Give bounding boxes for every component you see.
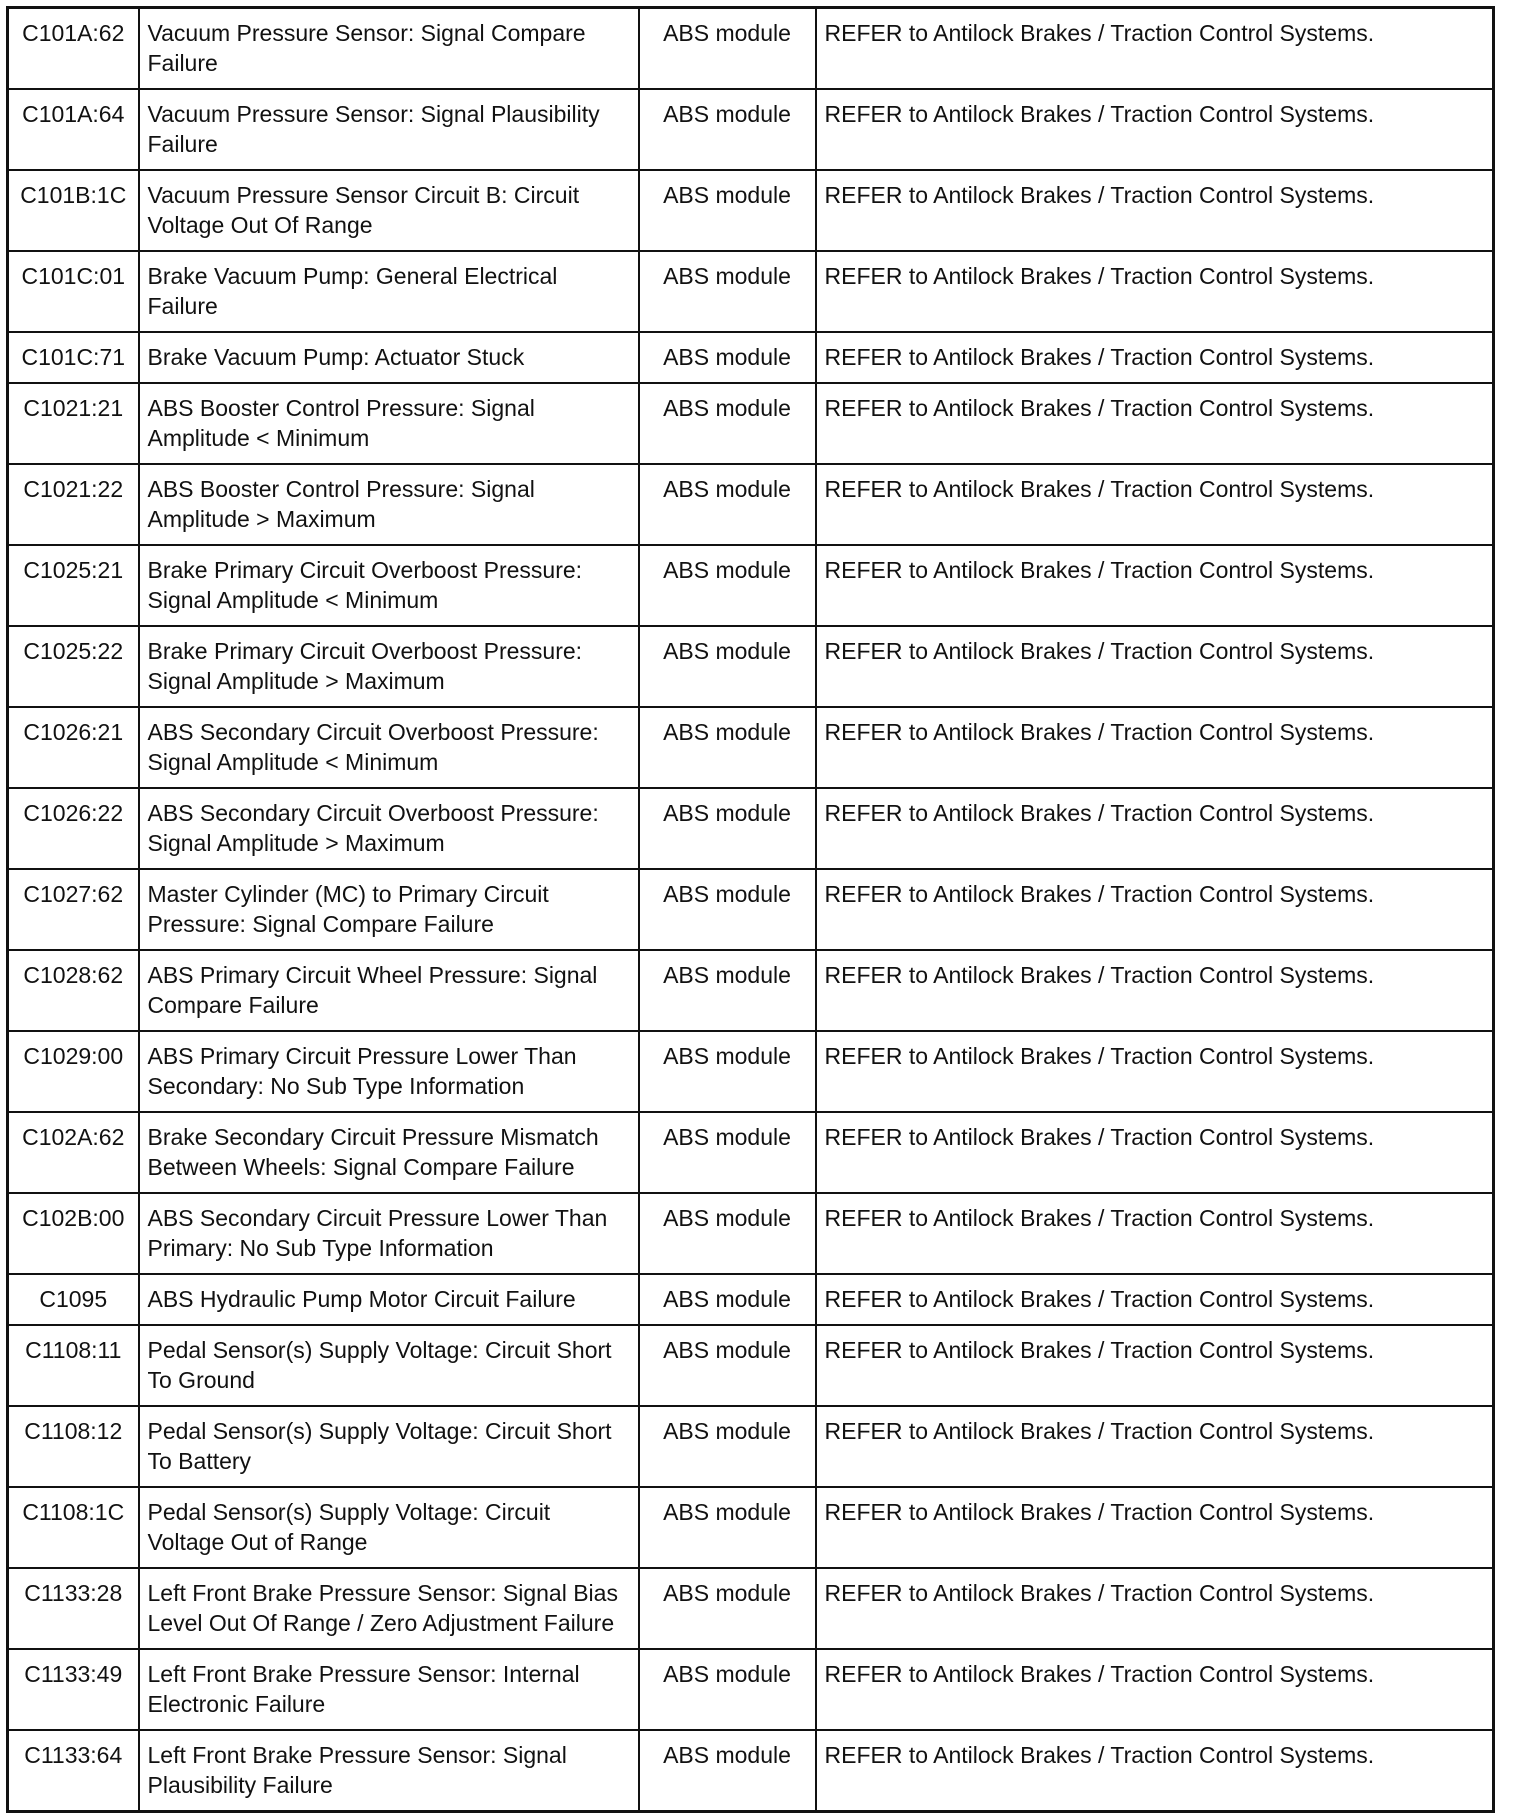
module-cell: ABS module xyxy=(639,1487,816,1568)
table-row xyxy=(8,788,1494,869)
action-cell: REFER to Antilock Brakes / Traction Control Systems. xyxy=(816,707,1494,788)
module-cell: ABS module xyxy=(639,707,816,788)
table-row xyxy=(8,170,1494,251)
module-cell: ABS module xyxy=(639,545,816,626)
table-row xyxy=(8,251,1494,332)
dtc-description-cell: Brake Vacuum Pump: Actuator Stuck xyxy=(139,332,639,383)
action-cell: REFER to Antilock Brakes / Traction Control Systems. xyxy=(816,251,1494,332)
dtc-description-cell: ABS Secondary Circuit Overboost Pressure: Signal Amplitude < Minimum xyxy=(139,707,639,788)
action-cell: REFER to Antilock Brakes / Traction Control Systems. xyxy=(816,1568,1494,1649)
table-row xyxy=(8,1112,1494,1193)
table-row xyxy=(8,1193,1494,1274)
module-cell: ABS module xyxy=(639,950,816,1031)
module-cell: ABS module xyxy=(639,1649,816,1730)
dtc-code-cell: C1133:64 xyxy=(8,1730,139,1812)
table-row xyxy=(8,545,1494,626)
dtc-table-page xyxy=(6,6,1492,1813)
dtc-code-cell: C1108:12 xyxy=(8,1406,139,1487)
table-row xyxy=(8,1325,1494,1406)
table-row xyxy=(8,332,1494,383)
dtc-code-cell: C101A:62 xyxy=(8,8,139,90)
dtc-code-cell: C102B:00 xyxy=(8,1193,139,1274)
module-cell: ABS module xyxy=(639,332,816,383)
table-row xyxy=(8,1568,1494,1649)
table-row xyxy=(8,1031,1494,1112)
module-cell: ABS module xyxy=(639,1274,816,1325)
dtc-code-cell: C1021:22 xyxy=(8,464,139,545)
action-cell: REFER to Antilock Brakes / Traction Control Systems. xyxy=(816,1730,1494,1812)
dtc-description-cell: Vacuum Pressure Sensor: Signal Plausibility Failure xyxy=(139,89,639,170)
module-cell: ABS module xyxy=(639,170,816,251)
module-cell: ABS module xyxy=(639,1325,816,1406)
dtc-code-cell: C101A:64 xyxy=(8,89,139,170)
action-cell: REFER to Antilock Brakes / Traction Control Systems. xyxy=(816,950,1494,1031)
table-row xyxy=(8,89,1494,170)
action-cell: REFER to Antilock Brakes / Traction Control Systems. xyxy=(816,1649,1494,1730)
dtc-code-cell: C1027:62 xyxy=(8,869,139,950)
action-cell: REFER to Antilock Brakes / Traction Control Systems. xyxy=(816,545,1494,626)
dtc-description-cell: Pedal Sensor(s) Supply Voltage: Circuit Voltage Out of Range xyxy=(139,1487,639,1568)
dtc-description-cell: ABS Primary Circuit Wheel Pressure: Signal Compare Failure xyxy=(139,950,639,1031)
dtc-code-cell: C101B:1C xyxy=(8,170,139,251)
dtc-description-cell: Vacuum Pressure Sensor: Signal Compare Failure xyxy=(139,8,639,90)
table-row xyxy=(8,8,1494,90)
dtc-code-cell: C101C:71 xyxy=(8,332,139,383)
table-row xyxy=(8,1649,1494,1730)
module-cell: ABS module xyxy=(639,1193,816,1274)
module-cell: ABS module xyxy=(639,869,816,950)
action-cell: REFER to Antilock Brakes / Traction Control Systems. xyxy=(816,869,1494,950)
action-cell: REFER to Antilock Brakes / Traction Control Systems. xyxy=(816,8,1494,90)
module-cell: ABS module xyxy=(639,1031,816,1112)
action-cell: REFER to Antilock Brakes / Traction Control Systems. xyxy=(816,1487,1494,1568)
action-cell: REFER to Antilock Brakes / Traction Control Systems. xyxy=(816,788,1494,869)
dtc-description-cell: Vacuum Pressure Sensor Circuit B: Circuit Voltage Out Of Range xyxy=(139,170,639,251)
action-cell: REFER to Antilock Brakes / Traction Control Systems. xyxy=(816,1274,1494,1325)
dtc-description-cell: Brake Primary Circuit Overboost Pressure: Signal Amplitude > Maximum xyxy=(139,626,639,707)
table-row xyxy=(8,1487,1494,1568)
module-cell: ABS module xyxy=(639,1568,816,1649)
dtc-description-cell: ABS Hydraulic Pump Motor Circuit Failure xyxy=(139,1274,639,1325)
dtc-description-cell: Brake Primary Circuit Overboost Pressure: Signal Amplitude < Minimum xyxy=(139,545,639,626)
module-cell: ABS module xyxy=(639,1406,816,1487)
dtc-code-cell: C1021:21 xyxy=(8,383,139,464)
dtc-code-cell: C102A:62 xyxy=(8,1112,139,1193)
table-row xyxy=(8,707,1494,788)
dtc-table-body xyxy=(8,8,1494,1812)
module-cell: ABS module xyxy=(639,251,816,332)
dtc-description-cell: ABS Booster Control Pressure: Signal Amplitude > Maximum xyxy=(139,464,639,545)
dtc-description-cell: Pedal Sensor(s) Supply Voltage: Circuit Short To Battery xyxy=(139,1406,639,1487)
module-cell: ABS module xyxy=(639,383,816,464)
dtc-code-cell: C1133:49 xyxy=(8,1649,139,1730)
action-cell: REFER to Antilock Brakes / Traction Control Systems. xyxy=(816,1325,1494,1406)
action-cell: REFER to Antilock Brakes / Traction Control Systems. xyxy=(816,332,1494,383)
dtc-code-cell: C1095 xyxy=(8,1274,139,1325)
dtc-description-cell: Left Front Brake Pressure Sensor: Signal Plausibility Failure xyxy=(139,1730,639,1812)
table-row xyxy=(8,1406,1494,1487)
module-cell: ABS module xyxy=(639,464,816,545)
table-row xyxy=(8,626,1494,707)
action-cell: REFER to Antilock Brakes / Traction Control Systems. xyxy=(816,1406,1494,1487)
action-cell: REFER to Antilock Brakes / Traction Control Systems. xyxy=(816,89,1494,170)
action-cell: REFER to Antilock Brakes / Traction Control Systems. xyxy=(816,1112,1494,1193)
action-cell: REFER to Antilock Brakes / Traction Control Systems. xyxy=(816,626,1494,707)
dtc-description-cell: Brake Vacuum Pump: General Electrical Failure xyxy=(139,251,639,332)
table-row xyxy=(8,383,1494,464)
module-cell: ABS module xyxy=(639,1112,816,1193)
table-row xyxy=(8,950,1494,1031)
table-row xyxy=(8,869,1494,950)
dtc-description-cell: Left Front Brake Pressure Sensor: Signal Bias Level Out Of Range / Zero Adjustment Failure xyxy=(139,1568,639,1649)
dtc-description-cell: ABS Secondary Circuit Overboost Pressure: Signal Amplitude > Maximum xyxy=(139,788,639,869)
action-cell: REFER to Antilock Brakes / Traction Control Systems. xyxy=(816,383,1494,464)
action-cell: REFER to Antilock Brakes / Traction Control Systems. xyxy=(816,1031,1494,1112)
dtc-description-cell: Master Cylinder (MC) to Primary Circuit Pressure: Signal Compare Failure xyxy=(139,869,639,950)
module-cell: ABS module xyxy=(639,89,816,170)
module-cell: ABS module xyxy=(639,8,816,90)
table-row xyxy=(8,1730,1494,1812)
dtc-code-cell: C1025:22 xyxy=(8,626,139,707)
module-cell: ABS module xyxy=(639,788,816,869)
dtc-description-cell: ABS Secondary Circuit Pressure Lower Than Primary: No Sub Type Information xyxy=(139,1193,639,1274)
dtc-table xyxy=(6,6,1495,1813)
dtc-code-cell: C1108:11 xyxy=(8,1325,139,1406)
dtc-code-cell: C101C:01 xyxy=(8,251,139,332)
dtc-code-cell: C1026:22 xyxy=(8,788,139,869)
dtc-description-cell: ABS Primary Circuit Pressure Lower Than Secondary: No Sub Type Information xyxy=(139,1031,639,1112)
dtc-code-cell: C1026:21 xyxy=(8,707,139,788)
module-cell: ABS module xyxy=(639,626,816,707)
action-cell: REFER to Antilock Brakes / Traction Control Systems. xyxy=(816,1193,1494,1274)
dtc-description-cell: Left Front Brake Pressure Sensor: Internal Electronic Failure xyxy=(139,1649,639,1730)
dtc-description-cell: Brake Secondary Circuit Pressure Mismatch Between Wheels: Signal Compare Failure xyxy=(139,1112,639,1193)
table-row xyxy=(8,1274,1494,1325)
dtc-code-cell: C1029:00 xyxy=(8,1031,139,1112)
module-cell: ABS module xyxy=(639,1730,816,1812)
dtc-code-cell: C1133:28 xyxy=(8,1568,139,1649)
table-row xyxy=(8,464,1494,545)
dtc-description-cell: ABS Booster Control Pressure: Signal Amplitude < Minimum xyxy=(139,383,639,464)
action-cell: REFER to Antilock Brakes / Traction Control Systems. xyxy=(816,464,1494,545)
dtc-description-cell: Pedal Sensor(s) Supply Voltage: Circuit Short To Ground xyxy=(139,1325,639,1406)
action-cell: REFER to Antilock Brakes / Traction Control Systems. xyxy=(816,170,1494,251)
dtc-code-cell: C1108:1C xyxy=(8,1487,139,1568)
dtc-code-cell: C1025:21 xyxy=(8,545,139,626)
dtc-code-cell: C1028:62 xyxy=(8,950,139,1031)
